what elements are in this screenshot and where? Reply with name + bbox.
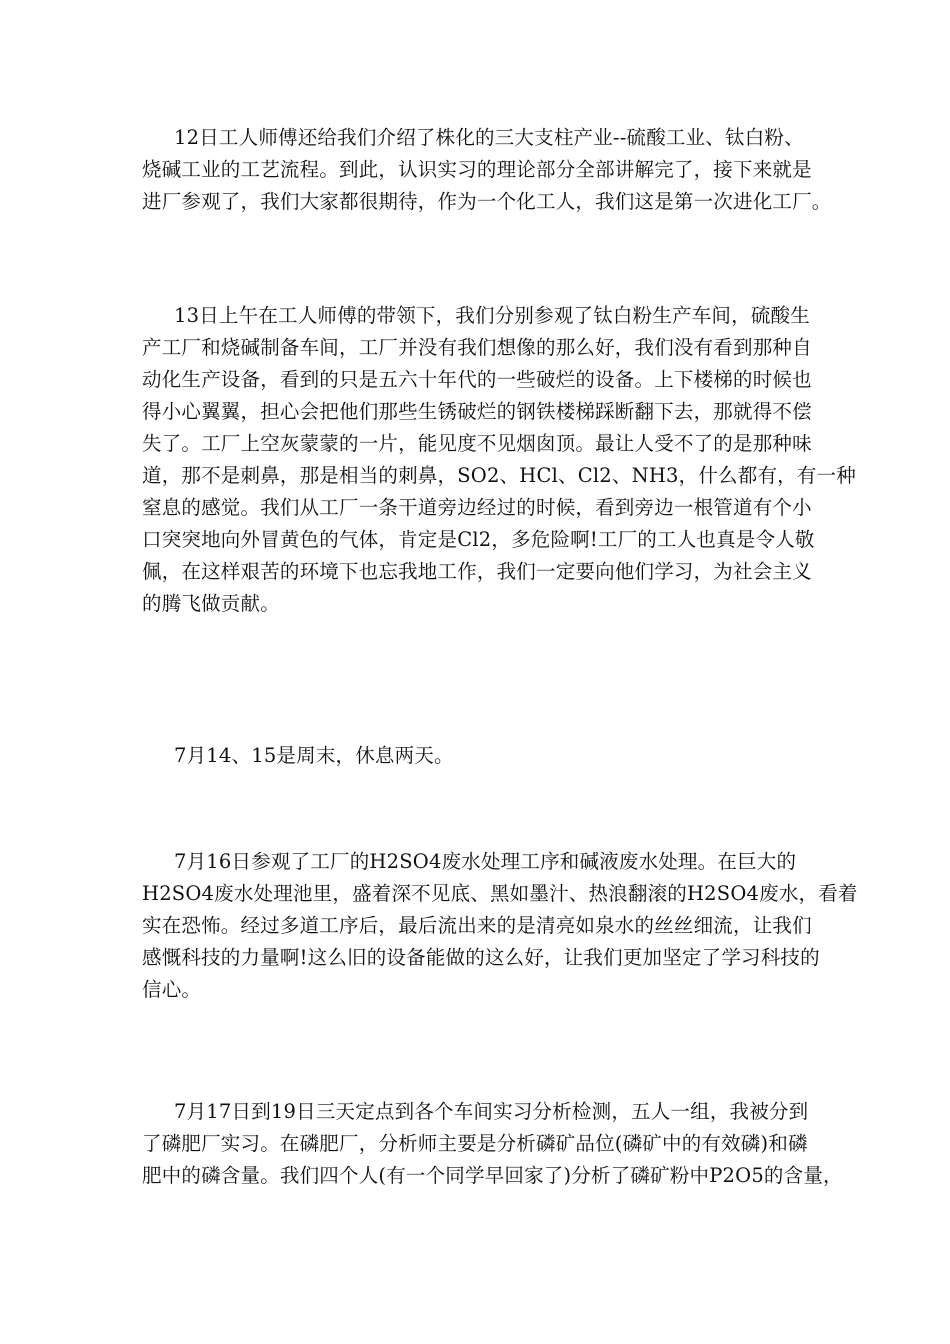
paragraph-line: 失了。工厂上空灰蒙蒙的一片，能见度不见烟囱顶。最让人受不了的是那种味: [142, 432, 812, 455]
paragraph-3: [142, 740, 814, 772]
paragraph-line: 窒息的感觉。我们从工厂一条干道旁边经过的时候，看到旁边一根管道有个小: [142, 496, 812, 519]
paragraph-line: H2SO4废水处理池里，盛着深不见底、黑如墨汁、热浪翻滚的H2SO4废水，看着: [142, 882, 858, 905]
paragraph-line: 的腾飞做贡献。: [142, 592, 280, 615]
paragraph-line: 道，那不是刺鼻，那是相当的刺鼻，SO2、HCl、Cl2、NH3，什么都有，有一种: [142, 464, 856, 487]
paragraph-line: 产工厂和烧碱制备车间，工厂并没有我们想像的那么好，我们没有看到那种自: [142, 336, 812, 359]
paragraph-2: [142, 300, 856, 620]
paragraph-line: 7月16日参观了工厂的H2SO4废水处理工序和碱液废水处理。在巨大的: [174, 850, 797, 873]
paragraph-4: [142, 846, 858, 1006]
paragraph-1: [142, 122, 832, 218]
paragraph-line: 佩，在这样艰苦的环境下也忘我地工作，我们一定要向他们学习，为社会主义: [142, 560, 812, 583]
paragraph-line: 进厂参观了，我们大家都很期待，作为一个化工人，我们这是第一次进化工厂。: [142, 190, 832, 213]
paragraph-line: 7月14、15是周末，休息两天。: [174, 744, 454, 767]
paragraph-5: [142, 1096, 843, 1192]
paragraph-line: 13日上午在工人师傅的带领下，我们分别参观了钛白粉生产车间，硫酸生: [174, 304, 810, 327]
paragraph-line: 12日工人师傅还给我们介绍了株化的三大支柱产业--硫酸工业、钛白粉、: [174, 126, 804, 149]
paragraph-line: 动化生产设备，看到的只是五六十年代的一些破烂的设备。上下楼梯的时候也: [142, 368, 812, 391]
paragraph-line: 感慨科技的力量啊!这么旧的设备能做的这么好，让我们更加坚定了学习科技的: [142, 946, 820, 969]
paragraph-line: 实在恐怖。经过多道工序后，最后流出来的是清亮如泉水的丝丝细流，让我们: [142, 914, 812, 937]
paragraph-line: 肥中的磷含量。我们四个人(有一个同学早回家了)分析了磷矿粉中P2O5的含量，: [142, 1164, 843, 1187]
paragraph-line: 得小心翼翼，担心会把他们那些生锈破烂的钢铁楼梯踩断翻下去，那就得不偿: [142, 400, 812, 423]
paragraph-line: 烧碱工业的工艺流程。到此，认识实习的理论部分全部讲解完了，接下来就是: [142, 158, 812, 181]
paragraph-line: 7月17日到19日三天定点到各个车间实习分析检测，五人一组，我被分到: [174, 1100, 809, 1123]
paragraph-line: 信心。: [142, 978, 202, 1001]
paragraph-line: 口突突地向外冒黄色的气体，肯定是Cl2，多危险啊!工厂的工人也真是令人敬: [142, 528, 815, 551]
paragraph-line: 了磷肥厂实习。在磷肥厂，分析师主要是分析磷矿品位(磷矿中的有效磷)和磷: [142, 1132, 808, 1155]
